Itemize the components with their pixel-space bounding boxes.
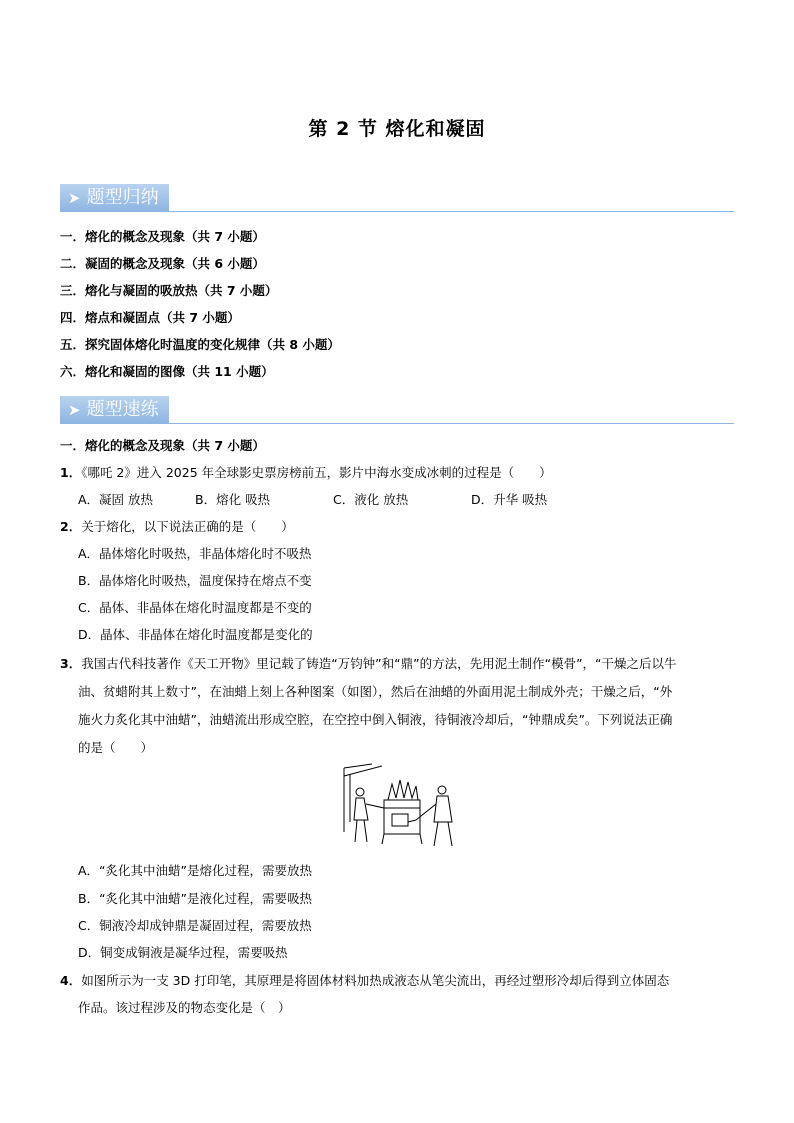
- practice-header: [60, 396, 734, 424]
- question-number: 4．: [60, 973, 82, 988]
- option-c: C．晶体、非晶体在熔化时温度都是不变的: [78, 600, 312, 615]
- option-a: A．凝固 放热: [78, 492, 154, 507]
- question-stem: 关于熔化，以下说法正确的是（ ）: [81, 519, 294, 534]
- toc-item: 六．熔化和凝固的图像（共 11 小题）: [60, 364, 274, 379]
- question-2: [60, 518, 294, 536]
- practice-header-tab: [60, 396, 169, 423]
- practice-section-title: 一．熔化的概念及现象（共 7 小题）: [60, 438, 265, 453]
- option-a: A．晶体熔化时吸热，非晶体熔化时不吸热: [78, 546, 312, 561]
- option-d: D．升华 吸热: [471, 492, 548, 507]
- question-4: [60, 972, 669, 990]
- question-stem-line: 油、贫蜡附其上数寸”，在油蜡上刻上各种图案（如图），然后在油蜡的外面用泥土制成外壳；干燥之后，“外: [78, 684, 673, 699]
- option-b: B．晶体熔化时吸热，温度保持在熔点不变: [78, 573, 312, 588]
- divider: [60, 211, 734, 212]
- toc-item: 四．熔点和凝固点（共 7 小题）: [60, 310, 240, 325]
- option-b: B．熔化 吸热: [195, 492, 271, 507]
- divider: [60, 423, 734, 424]
- toc-item: 五．探究固体熔化时温度的变化规律（共 8 小题）: [60, 337, 340, 352]
- toc-header: [60, 184, 734, 212]
- toc-header-tab: [60, 184, 169, 211]
- question-stem-line: 作品。该过程涉及的物态变化是（ ）: [78, 1000, 291, 1015]
- page-title: 第 2 节 熔化和凝固: [308, 118, 486, 140]
- option-a: A．“炙化其中油蜡”是熔化过程，需要放热: [78, 863, 313, 878]
- toc-item: 三．熔化与凝固的吸放热（共 7 小题）: [60, 283, 278, 298]
- toc-header-label: 题型归纳: [86, 187, 159, 208]
- casting-illustration: [342, 762, 470, 854]
- option-c: C．铜液冷却成钟鼎是凝固过程，需要放热: [78, 918, 312, 933]
- option-c: C．液化 放热: [333, 492, 409, 507]
- arrow-right-icon: ➤: [68, 189, 81, 207]
- question-stem: 《哪吒 2》进入 2025 年全球影史票房榜前五，影片中海水变成冰刺的过程是（ ）: [81, 465, 552, 480]
- toc-item: 二．凝固的概念及现象（共 6 小题）: [60, 256, 265, 271]
- question-number: 2．: [60, 519, 82, 534]
- question-stem-line: 如图所示为一支 3D 打印笔，其原理是将固体材料加热成液态从笔尖流出，再经过塑形冷却后得到立体固态: [81, 973, 670, 988]
- option-d: D．铜变成铜液是凝华过程，需要吸热: [78, 945, 288, 960]
- question-1: [60, 464, 552, 482]
- toc-item: 一．熔化的概念及现象（共 7 小题）: [60, 229, 265, 244]
- arrow-right-icon: ➤: [68, 401, 81, 419]
- question-stem-line: 我国古代科技著作《天工开物》里记载了铸造“万钧钟”和“鼎”的方法，先用泥土制作“模骨”，“干燥之后以牛: [81, 656, 677, 671]
- question-number: 1．: [60, 465, 82, 480]
- question-number: 3．: [60, 656, 82, 671]
- question-3: [60, 655, 677, 673]
- option-d: D．晶体、非晶体在熔化时温度都是变化的: [78, 627, 313, 642]
- question-stem-line: 施火力炙化其中油蜡”，油蜡流出形成空腔，在空控中倒入铜液，待铜液冷却后，“钟鼎成矣”。下列说法正确: [78, 712, 673, 727]
- practice-header-label: 题型速练: [86, 399, 159, 420]
- question-stem-line: 的是（ ）: [78, 740, 154, 755]
- option-b: B．“炙化其中油蜡”是液化过程，需要吸热: [78, 891, 313, 906]
